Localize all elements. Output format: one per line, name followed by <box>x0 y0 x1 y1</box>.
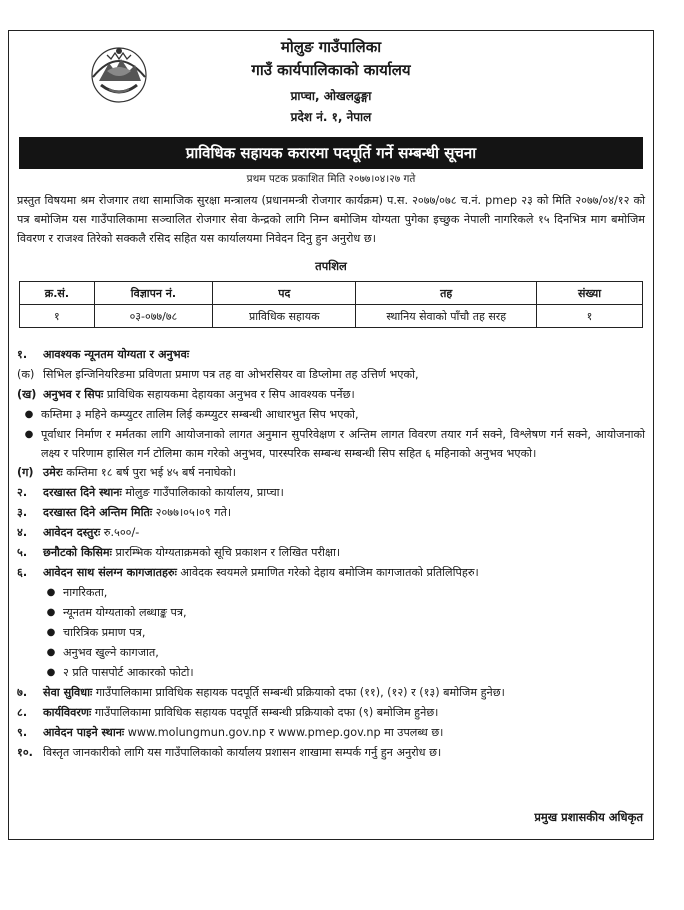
list-item: ● कम्तिमा ३ महिने कम्प्युटर तालिम लिई कम्प्युटर सम्बन्धी आधारभुत सिप भएको, <box>17 405 645 425</box>
bullet-icon: ● <box>46 587 56 598</box>
list-item: ● नागरिकता, <box>17 583 645 603</box>
section-8: ८. कार्यविवरणः गाउँपालिकामा प्राविधिक सहायक पदपूर्ति सम्बन्धी प्रक्रियाको दफा (९) बमोजिम हुनेछ। <box>17 706 439 719</box>
col-ad-number: विज्ञापन नं. <box>94 282 212 305</box>
bullet-icon: ● <box>46 667 56 678</box>
notice-title-banner: प्राविधिक सहायक करारमा पदपूर्ति गर्ने सम्बन्धी सूचना <box>19 137 643 169</box>
section-10: १०. विस्तृत जानकारीको लागि यस गाउँपालिकाको कार्यालय प्रशासन शाखामा सम्पर्क गर्नु हुन अनुरोध छ। <box>17 746 442 759</box>
section-6: ६. आवेदन साथ संलग्न कागजातहरुः आवेदक स्वयमले प्रमाणित गरेको देहाय बमोजिम कागजातको प्रतिलिपिहरु। <box>17 566 479 579</box>
list-item: ● चारित्रिक प्रमाण पत्र, <box>17 623 645 643</box>
bullet-icon: ● <box>46 627 56 638</box>
cell-count: १ <box>537 305 643 328</box>
section-1-ga: (ग) उमेरः कम्तिमा १८ बर्ष पुरा भई ४५ बर्ष ननाघेको। <box>17 466 237 479</box>
section-1-ka: (क) सिभिल इन्जिनियरिङमा प्रविणता प्रमाण पत्र तह वा ओभरसियर वा डिप्लोमा तह उत्तिर्ण भएको, <box>17 368 419 381</box>
office-name: गाउँ कार्यपालिकाको कार्यालय <box>251 61 411 79</box>
intro-paragraph: प्रस्तुत विषयमा श्रम रोजगार तथा सामाजिक सुरक्षा मन्त्रालय (प्रधानमन्त्री रोजगार कार्यक्रम) प.स. २०७७/०७८ च.नं. pmep २३ को मिति २०७७/०४/१२ को पत्र बमोजिम यस गाउँपालिकामा सञ्चालित रोजगार सेवा केन्द्रको लागि निम्न बमोजिम योग्यता पुगेका इच्छुक नेपाली नागरिकले १५ दिनभित्र माग बमोजिम विवरण र राजश्व तिरेको सक्कलै रसिद सहित यस कार्यालयमा निवेदन दिनु हुन अनुरोध छ। <box>17 194 645 245</box>
section-7: ७. सेवा सुविधाः गाउँपालिकामा प्राविधिक सहायक पदपूर्ति सम्बन्धी प्रक्रियाको दफा (११), (१२) र (१३) बमोजिम हुनेछ। <box>17 686 505 699</box>
section-9: ९. आवेदन पाइने स्थानः www.molungmun.gov.np र www.pmep.gov.np मा उपलब्ध छ। <box>17 726 444 739</box>
cell-ad-number: ०३-०७७/७८ <box>94 305 212 328</box>
list-item: ● पूर्वाधार निर्माण र मर्मतका लागि आयोजनाको लागत अनुमान सुपरिवेक्षण र अन्तिम लागत विवरण तयार गर्न सक्ने, विश्लेषण गर्न सक्ने, आयोजनाको लक्ष्य र परिणाम हासिल गर्न टोलिमा काम गरेको अनुभव, पारस्परिक सम्बन्ध सम्बन्धी सिप सहित ६ महिनाको अनुभव भएको। <box>17 425 645 463</box>
list-item: ● २ प्रति पासपोर्ट आकारको फोटो। <box>17 663 645 683</box>
section-2: २. दरखास्त दिने स्थानः मोलुङ गाउँपालिकाको कार्यालय, प्राप्चा। <box>17 486 284 499</box>
col-level: तह <box>356 282 537 305</box>
table-caption: तपशिल <box>315 259 347 273</box>
section-4: ४. आवेदन दस्तुरः रु.५००/- <box>17 526 140 539</box>
bullet-icon: ● <box>24 409 34 420</box>
section-3: ३. दरखास्त दिने अन्तिम मितिः २०७७।०५।०९ गते। <box>17 506 232 519</box>
notice-body <box>17 345 645 763</box>
col-post: पद <box>213 282 356 305</box>
section-1: १. आवश्यक न्यूनतम योग्यता र अनुभवः <box>17 348 190 361</box>
vacancy-table <box>19 281 643 328</box>
province-line: प्रदेश नं. १, नेपाल <box>290 110 372 124</box>
col-count: संख्या <box>537 282 643 305</box>
section-5: ५. छनौटको किसिमः प्रारम्भिक योग्यताक्रमको सूचि प्रकाशन र लिखित परीक्षा। <box>17 546 341 559</box>
org-name: मोलुङ गाउँपालिका <box>280 38 382 56</box>
col-serial: क्र.सं. <box>20 282 95 305</box>
table-header-row <box>20 282 643 305</box>
publish-date: प्रथम पटक प्रकाशित मिति २०७७।०४।२७ गते <box>246 173 416 185</box>
cell-post: प्राविधिक सहायक <box>213 305 356 328</box>
cell-level: स्थानिय सेवाको पाँचौ तह सरह <box>356 305 537 328</box>
notice-document <box>8 30 654 840</box>
section-1-kha: (ख) अनुभव र सिपः प्राविधिक सहायकमा देहायका अनुभव र सिप आवश्यक पर्नेछ। <box>17 388 355 401</box>
office-address: प्राप्चा, ओखलढुङ्गा <box>290 89 372 103</box>
list-item: ● न्यूनतम योग्यताको लब्धाङ्क पत्र, <box>17 603 645 623</box>
bullet-icon: ● <box>46 647 56 658</box>
bullet-icon: ● <box>24 429 34 440</box>
table-row <box>20 305 643 328</box>
bullet-icon: ● <box>46 607 56 618</box>
list-item: ● अनुभव खुल्ने कागजात, <box>17 643 645 663</box>
signature-title: प्रमुख प्रशासकीय अधिकृत <box>534 810 643 824</box>
cell-serial: १ <box>20 305 95 328</box>
